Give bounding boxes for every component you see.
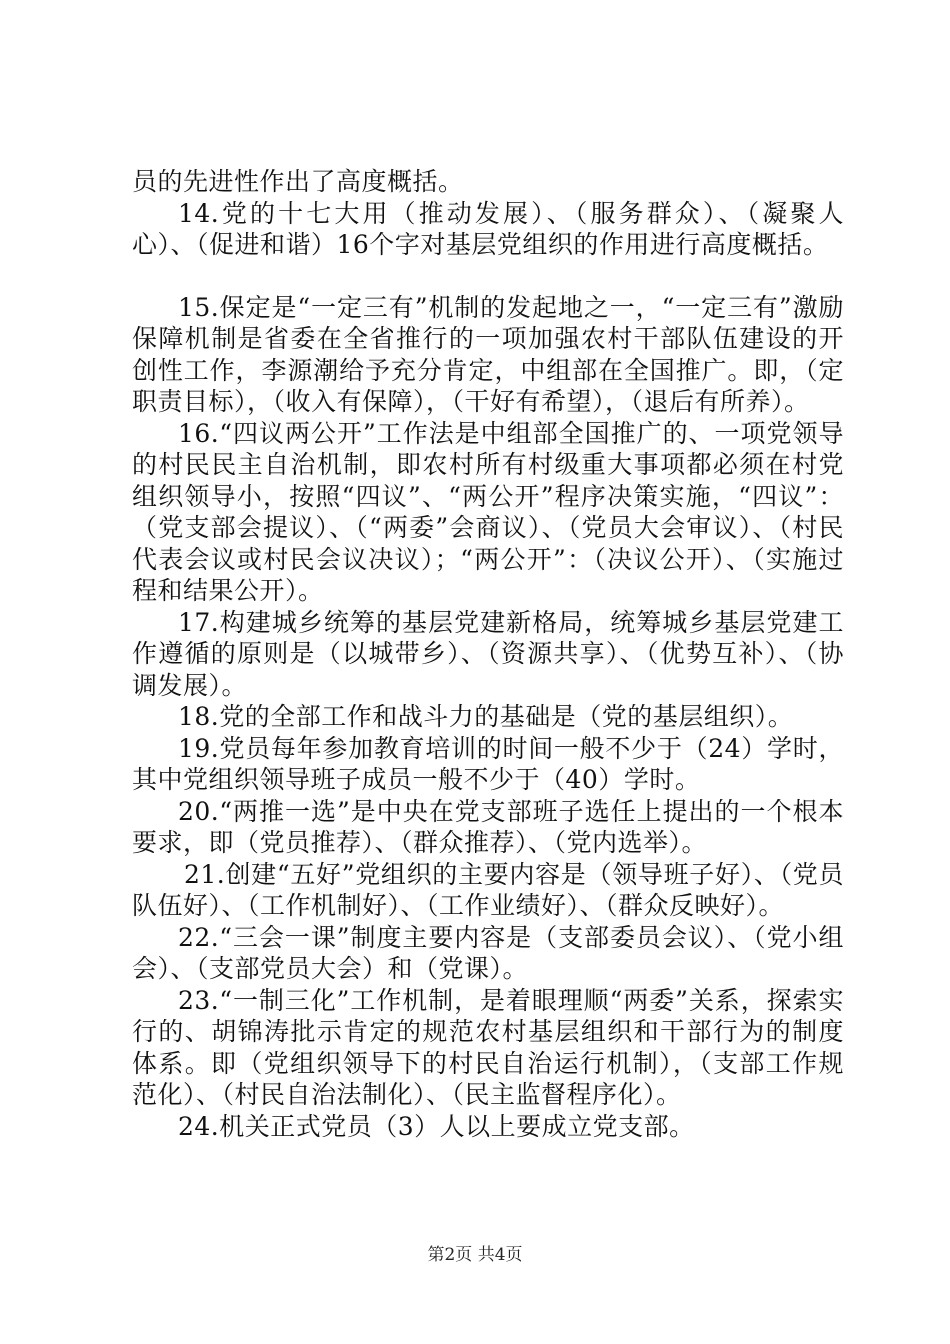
paragraph-item-23: 23.“一制三化”工作机制，是着眼理顺“两委”关系，探索实行的、胡锦涛批示肯定的规范农村基层组织和干部行为的制度体系。即（党组织领导下的村民自治运行机制），（支部工作规范化）、（村民自治法制化）、（民主监督程序化）。 bbox=[132, 985, 844, 1109]
paragraph-item-22: 22.“三会一课”制度主要内容是（支部委员会议）、（党小组会）、（支部党员大会）和（党课）。 bbox=[132, 922, 844, 983]
paragraph-item-16: 16.“四议两公开”工作法是中组部全国推广的、一项党领导的村民民主自治机制，即农村所有村级重大事项都必须在村党组织领导小，按照“四议”、“两公开”程序决策实施，“四议”：（党支部会提议）、（“两委”会商议）、（党员大会审议）、（村民代表会议或村民会议决议）；“两公开”：（决议公开）、（实施过程和结果公开）。 bbox=[132, 418, 844, 605]
paragraph-continuation: 员的先进性作出了高度概括。 bbox=[132, 167, 464, 196]
paragraph-item-19: 19.党员每年参加教育培训的时间一般不少于（24）学时，其中党组织领导班子成员一般不少于（40）学时。 bbox=[132, 733, 844, 794]
paragraph-item-20: 20.“两推一选”是中央在党支部班子选任上提出的一个根本要求，即（党员推荐）、（群众推荐）、（党内选举）。 bbox=[132, 796, 844, 857]
document-body bbox=[132, 166, 844, 1142]
paragraph-item-21: 21.创建“五好”党组织的主要内容是（领导班子好）、（党员队伍好）、（工作机制好）、（工作业绩好）、（群众反映好）。 bbox=[132, 859, 844, 920]
paragraph-item-15: 15.保定是“一定三有”机制的发起地之一，“一定三有”激励保障机制是省委在全省推行的一项加强农村干部队伍建设的开创性工作，李源潮给予充分肯定，中组部在全国推广。即，（定职责目标），（收入有保障），（干好有希望），（退后有所养）。 bbox=[132, 292, 844, 416]
page-number-footer: 第2页 共4页 bbox=[427, 1245, 523, 1265]
paragraph-item-14: 14.党的十七大用（推动发展）、（服务群众）、（凝聚人心）、（促进和谐）16个字对基层党组织的作用进行高度概括。 bbox=[132, 198, 844, 259]
paragraph-item-24: 24.机关正式党员（3）人以上要成立党支部。 bbox=[178, 1111, 695, 1141]
paragraph-item-18: 18.党的全部工作和战斗力的基础是（党的基层组织）。 bbox=[178, 702, 794, 731]
paragraph-item-17: 17.构建城乡统筹的基层党建新格局，统筹城乡基层党建工作遵循的原则是（以城带乡）、（资源共享）、（优势互补）、（协调发展）。 bbox=[132, 607, 844, 700]
